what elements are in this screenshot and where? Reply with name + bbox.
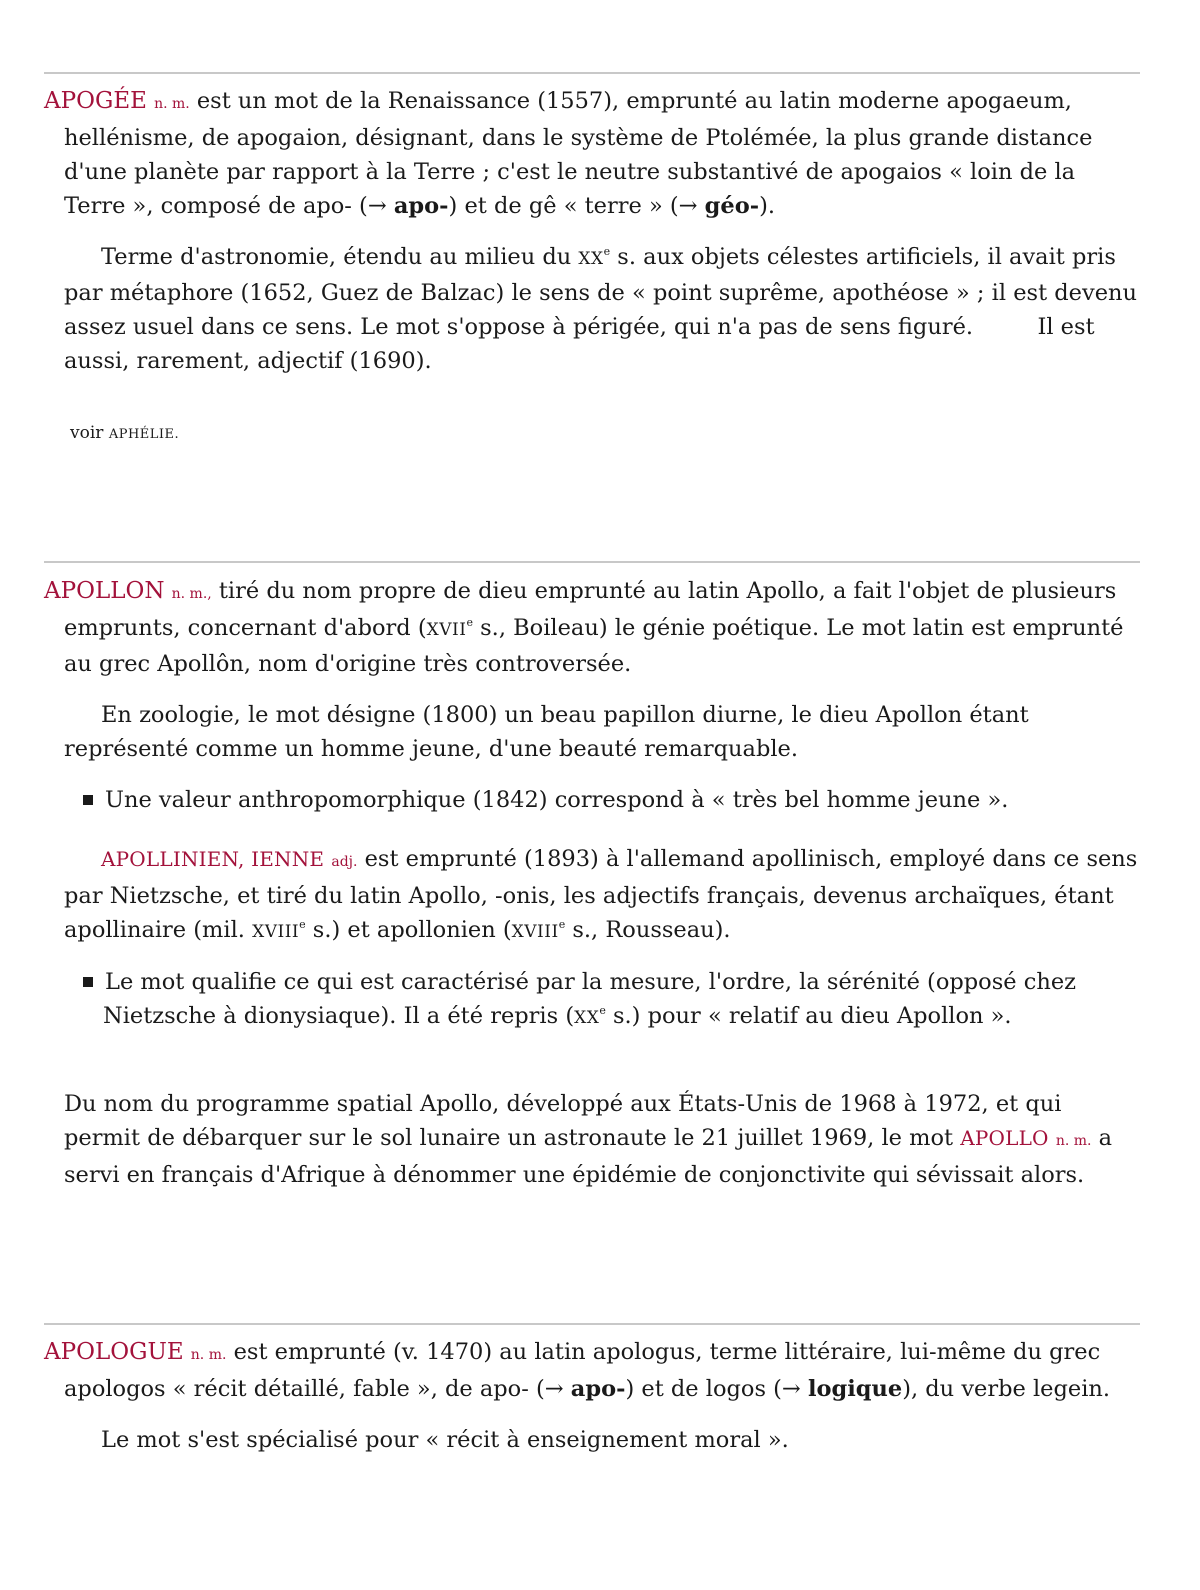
cross-reference-link[interactable]: apo- bbox=[393, 193, 449, 219]
entry-apologue bbox=[44, 1335, 1140, 1457]
definition-text: est un mot de la Renaissance (1557), emprunté au latin moderne apogaeum, hellénisme, de apogaion, désignant, dans le système de Ptolémée, la plus grande distance d'une planète par rapport à la Terre ; c'est le neutre substantivé de apogaios « loin de la Terre », composé de apo- (→ bbox=[64, 88, 1093, 219]
cross-reference-link[interactable]: logique bbox=[807, 1376, 903, 1402]
cross-reference-link[interactable]: apo- bbox=[570, 1376, 626, 1402]
century-numeral: XVIII bbox=[511, 922, 559, 942]
grammatical-category: n. m. bbox=[190, 1347, 227, 1363]
entry-definition: APOLOGUE n. m. est emprunté (v. 1470) au latin apologus, terme littéraire, lui-même du grec apologos « récit détaillé, fable », de apo- (→ apo-) et de logos (→ logique), du verbe legein. bbox=[44, 1339, 1111, 1402]
cross-reference-link[interactable]: géo- bbox=[704, 193, 760, 219]
definition-text: ). bbox=[759, 193, 775, 219]
headword: APOGÉE bbox=[44, 88, 147, 114]
century-numeral: XX bbox=[574, 1008, 600, 1028]
bullet-item: Le mot qualifie ce qui est caractérisé par la mesure, l'ordre, la sérénité (opposé chez Nietzsche à dionysiaque). Il a été repris (XXe s.) pour « relatif au dieu Apollon ». bbox=[44, 965, 1140, 1035]
entry-definition bbox=[44, 84, 1140, 223]
bullet-item: Une valeur anthropomorphique (1842) correspond à « très bel homme jeune ». bbox=[44, 783, 1140, 817]
derived-headword: APOLLO bbox=[960, 1126, 1049, 1150]
entry-definition: APOLLON n. m., tiré du nom propre de dieu emprunté au latin Apollo, a fait l'objet de plusieurs emprunts, concernant d'abord (XVIIe s., Boileau) le génie poétique. Le mot latin est emprunté au grec Apollôn, nom d'origine très controversée. bbox=[44, 578, 1124, 677]
entry-divider bbox=[44, 561, 1140, 563]
grammatical-category: adj. bbox=[331, 854, 358, 870]
century-numeral: XX bbox=[578, 249, 604, 269]
grammatical-category: n. m., bbox=[171, 586, 212, 602]
entry-divider bbox=[44, 72, 1140, 74]
derived-entry: APOLLINIEN, IENNE adj. est emprunté (1893) à l'allemand apollinisch, employé dans ce sens par Nietzsche, et tiré du latin Apollo, -onis, les adjectifs français, devenus archaïques, étant apollinaire (mil. XVIIIe s.) et apollonien (XVIIIe s., Rousseau). bbox=[64, 846, 1138, 943]
entry-paragraph: Terme d'astronomie, étendu au milieu du XXe s. aux objets célestes artificiels, il avait pris par métaphore (1652, Guez de Balzac) le sens de « point suprême, apothéose » ; il est devenu assez usuel dans ce sens. Le mot s'oppose à périgée, qui n'a pas de sens figuré. Il est aussi, rarement, adjectif (1690). bbox=[64, 244, 1137, 374]
entry-paragraph: En zoologie, le mot désigne (1800) un beau papillon diurne, le dieu Apollon étant représenté comme un homme jeune, d'une beauté remarquable. bbox=[64, 702, 1029, 762]
apollo-paragraph: Du nom du programme spatial Apollo, développé aux États-Unis de 1968 à 1972, et qui permit de débarquer sur le sol lunaire un astronaute le 21 juillet 1969, le mot APOLLO n. m. a servi en français d'Afrique à dénommer une épidémie de conjonctivite qui sévissait alors. bbox=[64, 1091, 1113, 1188]
grammatical-category: n. m. bbox=[154, 96, 190, 112]
see-also-link[interactable]: APHÉLIE. bbox=[108, 427, 180, 442]
see-also-label: voir bbox=[70, 423, 104, 443]
entry-apogee bbox=[44, 84, 1140, 452]
entry-apollon bbox=[44, 574, 1140, 1192]
square-bullet-icon bbox=[83, 977, 93, 987]
definition-text: ) et de gê « terre » (→ bbox=[448, 193, 705, 219]
headword: APOLOGUE bbox=[44, 1339, 184, 1365]
see-also bbox=[44, 416, 1140, 452]
century-numeral: XVII bbox=[426, 620, 467, 640]
square-bullet-icon bbox=[83, 795, 93, 805]
entry-paragraph: Le mot s'est spécialisé pour « récit à enseignement moral ». bbox=[101, 1427, 789, 1453]
grammatical-category: n. m. bbox=[1055, 1133, 1092, 1149]
derived-headword: APOLLINIEN, IENNE bbox=[101, 847, 325, 871]
entry-divider bbox=[44, 1323, 1140, 1325]
century-numeral: XVIII bbox=[252, 922, 300, 942]
headword: APOLLON bbox=[44, 578, 165, 604]
